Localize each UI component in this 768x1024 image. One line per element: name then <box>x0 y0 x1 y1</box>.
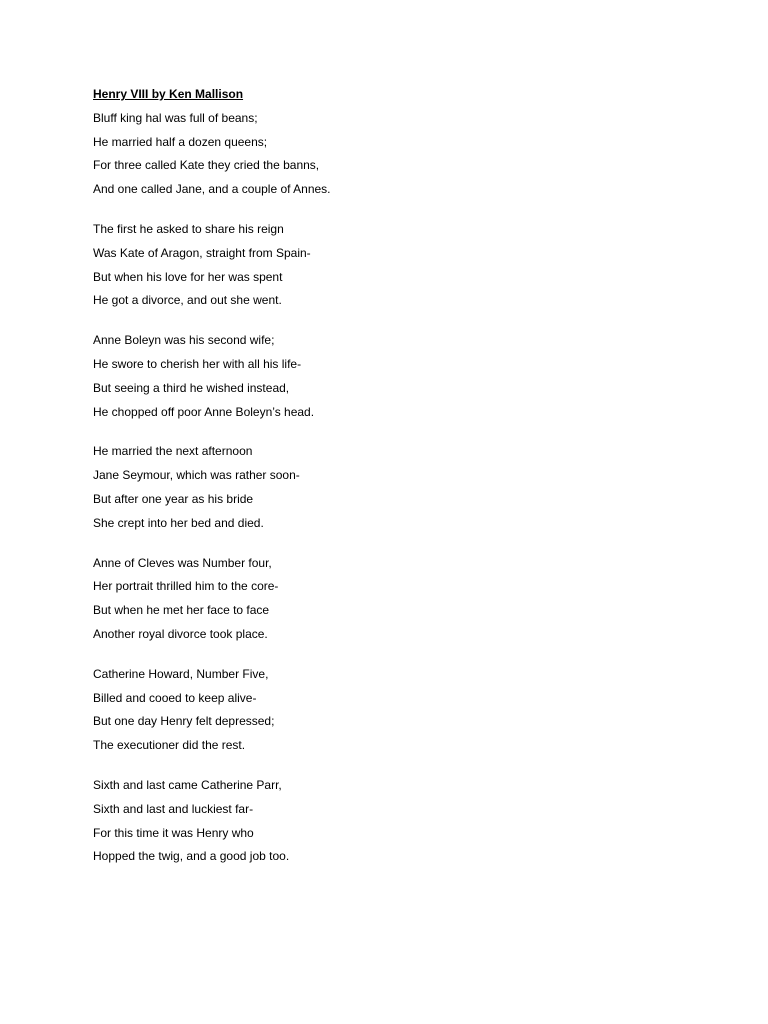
poem-line: Sixth and last came Catherine Parr, <box>93 777 282 792</box>
stanza-4 <box>93 443 693 530</box>
stanza-7 <box>93 777 693 864</box>
poem-line: But when he met her face to face <box>93 603 270 618</box>
poem-line: Another royal divorce took place. <box>93 626 268 641</box>
poem-line: Catherine Howard, Number Five, <box>93 666 269 681</box>
stanza-1 <box>93 110 693 197</box>
poem-line: But seeing a third he wished instead, <box>93 380 290 395</box>
poem-line: Hopped the twig, and a good job too. <box>93 849 290 864</box>
poem-line: Sixth and last and luckiest far- <box>93 801 254 816</box>
poem-line: And one called Jane, and a couple of Annes. <box>93 182 331 197</box>
poem-line: But after one year as his bride <box>93 491 254 506</box>
poem-line: He married half a dozen queens; <box>93 134 268 149</box>
stanza-2 <box>93 221 693 308</box>
poem <box>93 86 693 864</box>
poem-line: Jane Seymour, which was rather soon- <box>93 468 300 483</box>
poem-line: Was Kate of Aragon, straight from Spain- <box>93 245 311 260</box>
poem-line: For three called Kate they cried the banns, <box>93 158 320 173</box>
poem-line: She crept into her bed and died. <box>93 515 264 530</box>
poem-line: But one day Henry felt depressed; <box>93 714 275 729</box>
poem-line: He swore to cherish her with all his life- <box>93 356 302 371</box>
poem-line: He chopped off poor Anne Boleyn’s head. <box>93 404 315 419</box>
poem-line: He got a divorce, and out she went. <box>93 293 282 308</box>
poem-title: Henry VIII by Ken Mallison <box>93 87 244 101</box>
poem-line: Anne of Cleves was Number four, <box>93 555 272 570</box>
poem-line: Anne Boleyn was his second wife; <box>93 333 275 348</box>
stanza-5 <box>93 555 693 642</box>
poem-line: He married the next afternoon <box>93 444 253 459</box>
stanza-6 <box>93 666 693 753</box>
poem-line: Billed and cooed to keep alive- <box>93 690 257 705</box>
poem-line: Bluff king hal was full of beans; <box>93 110 258 125</box>
poem-line: But when his love for her was spent <box>93 269 283 284</box>
poem-line: The executioner did the rest. <box>93 738 246 753</box>
poem-line: For this time it was Henry who <box>93 825 254 840</box>
poem-line: Her portrait thrilled him to the core- <box>93 579 279 594</box>
stanza-3 <box>93 332 693 419</box>
poem-line: The first he asked to share his reign <box>93 221 284 236</box>
